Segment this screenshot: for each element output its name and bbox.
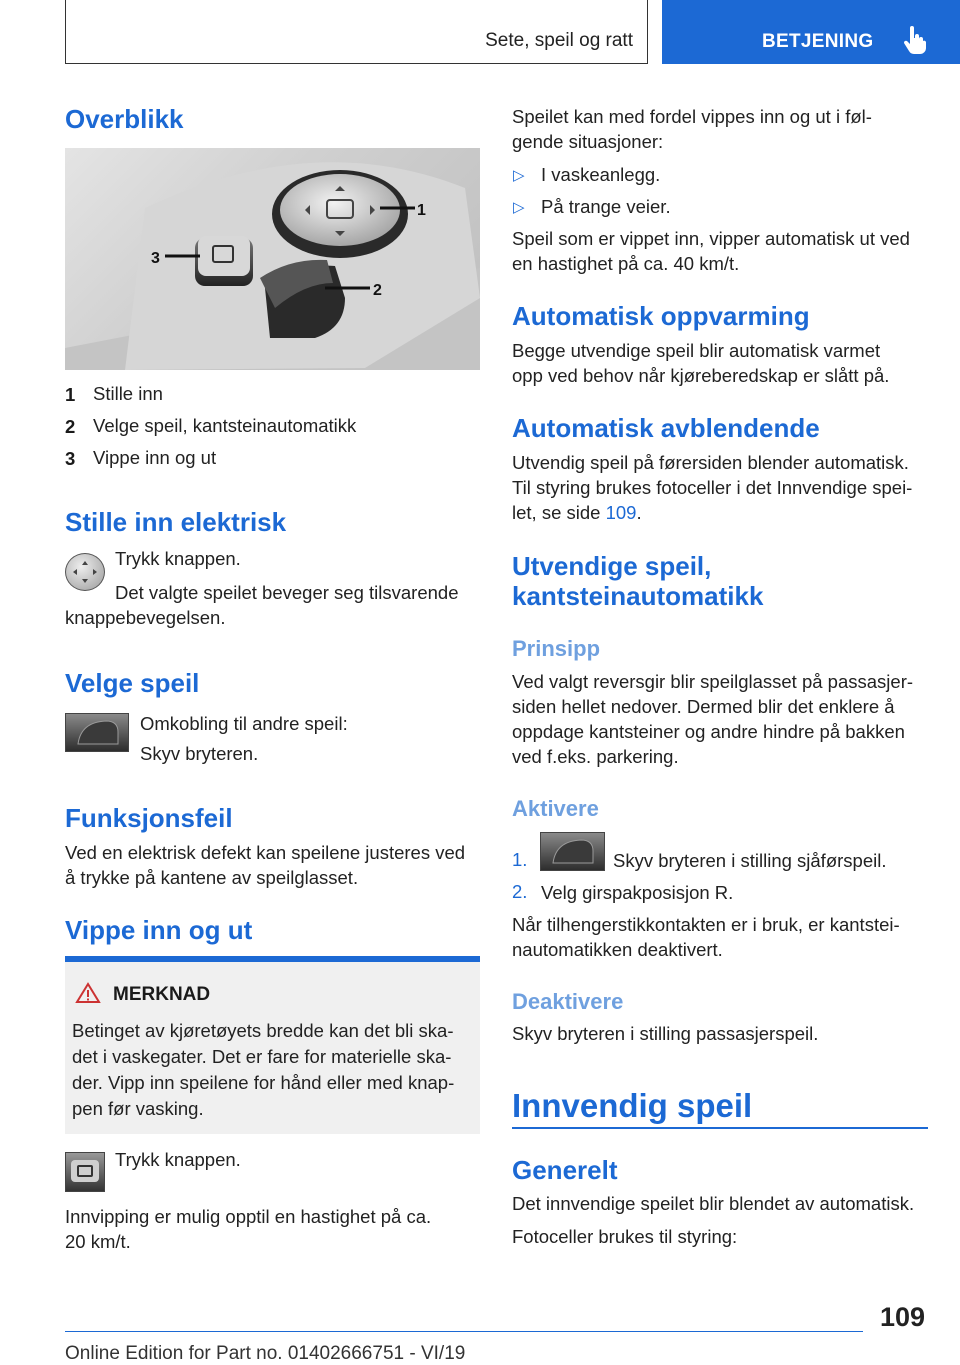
warning-triangle-icon bbox=[75, 982, 101, 1004]
avbl-text-c bbox=[512, 500, 642, 526]
header-chapter-title: BETJENING bbox=[762, 31, 874, 52]
vippe-text-2b: 20 km/t. bbox=[65, 1231, 131, 1252]
prinsipp-line: ved f.eks. parkering. bbox=[512, 746, 679, 767]
oppvarming-text-b: opp ved behov når kjøreberedskap er slått på. bbox=[512, 365, 890, 386]
oppvarming-text-a: Begge utvendige speil blir automatisk varmet bbox=[512, 340, 881, 361]
vippe-text-2a: Innvipping er mulig opptil en hastighet på ca. bbox=[65, 1206, 432, 1227]
generelt-text-2: Fotoceller brukes til styring: bbox=[512, 1226, 738, 1247]
footer-edition: Online Edition for Part no. 01402666751 - VI/19 bbox=[65, 1343, 466, 1364]
notice-line: det i vaskegater. Det er fare for materielle ska- bbox=[72, 1046, 452, 1067]
avbl-text-a: Utvendig speil på førersiden blender automatisk. bbox=[512, 452, 909, 473]
avbl-text-b: Til styring brukes fotoceller i det Innvendige spei- bbox=[512, 477, 913, 498]
vippe-text-1: Trykk knappen. bbox=[115, 1149, 241, 1170]
header-chapter-tab[interactable] bbox=[662, 0, 960, 64]
bullet-item: I vaskeanlegg. bbox=[541, 164, 661, 185]
intro-text-a: Speilet kan med fordel vippes inn og ut i føl- bbox=[512, 106, 872, 127]
heading-stille-inn: Stille inn elektrisk bbox=[65, 507, 287, 537]
deaktivere-text: Skyv bryteren i stilling passasjerspeil. bbox=[512, 1023, 819, 1044]
legend-text: Stille inn bbox=[93, 383, 163, 404]
stille-text-2b: knappebevegelsen. bbox=[65, 607, 226, 628]
fold-button-icon bbox=[65, 1152, 105, 1192]
legend-text: Vippe inn og ut bbox=[93, 447, 217, 468]
heading-overblikk: Overblikk bbox=[65, 104, 184, 134]
prinsipp-line: oppdage kantsteiner og andre hindre på bakken bbox=[512, 721, 905, 742]
heading-funksjonsfeil: Funksjonsfeil bbox=[65, 803, 233, 833]
prinsipp-line: Ved valgt reversgir blir speilglasset på passasjer- bbox=[512, 671, 914, 692]
photo-label-3: 3 bbox=[151, 250, 160, 267]
step-number: 1. bbox=[512, 849, 528, 870]
avbl-text-c-post: . bbox=[636, 502, 642, 523]
heading-oppvarming: Automatisk oppvarming bbox=[512, 301, 810, 331]
hand-pointer-icon bbox=[902, 26, 928, 54]
heading-generelt: Generelt bbox=[512, 1155, 618, 1185]
prinsipp-line: siden hellet nedover. Dermed blir det enklere å bbox=[512, 696, 895, 717]
notice-line: Betinget av kjøretøyets bredde kan det bli ska- bbox=[72, 1020, 454, 1041]
avbl-text-c-pre: let, se side bbox=[512, 502, 606, 523]
mirror-switch-photo bbox=[65, 148, 480, 370]
mirror-switch-illustration bbox=[65, 148, 480, 370]
legend-number: 2 bbox=[65, 416, 76, 437]
legend-text: Velge speil, kantsteinautomatikk bbox=[93, 415, 357, 436]
header-section-box bbox=[65, 0, 648, 64]
funk-text-2: å trykke på kantene av speilglasset. bbox=[65, 867, 359, 888]
step-text: Skyv bryteren i stilling sjåførspeil. bbox=[613, 850, 887, 871]
footer-rule bbox=[65, 1331, 863, 1332]
legend-number: 1 bbox=[65, 384, 76, 405]
stille-text-2a: Det valgte speilet beveger seg tilsvarende bbox=[115, 582, 459, 603]
tilhenger-text-a: Når tilhengerstikkontakten er i bruk, er kantstei- bbox=[512, 914, 900, 935]
auto-ut-text-b: en hastighet på ca. 40 km/t. bbox=[512, 253, 740, 274]
auto-ut-text-a: Speil som er vippet inn, vipper automatisk ut ved bbox=[512, 228, 910, 249]
notice-box bbox=[65, 962, 480, 1134]
page-reference-link[interactable]: 109 bbox=[605, 502, 637, 523]
notice-title: MERKNAD bbox=[113, 984, 211, 1005]
page-number: 109 bbox=[880, 1302, 926, 1332]
heading-rule bbox=[512, 1127, 928, 1129]
heading-avblendende: Automatisk avblendende bbox=[512, 413, 820, 443]
heading-vippe-inn: Vippe inn og ut bbox=[65, 915, 253, 945]
header-section-title: Sete, speil og ratt bbox=[485, 30, 633, 51]
heading-velge-speil: Velge speil bbox=[65, 668, 200, 698]
bullet-item: På trange veier. bbox=[541, 196, 671, 217]
heading-deaktivere: Deaktivere bbox=[512, 989, 624, 1014]
step-number: 2. bbox=[512, 881, 528, 902]
notice-line: der. Vipp inn speilene for hånd eller med knap- bbox=[72, 1072, 455, 1093]
heading-prinsipp: Prinsipp bbox=[512, 636, 601, 661]
selector-switch-icon bbox=[540, 832, 605, 871]
legend-number: 3 bbox=[65, 448, 76, 469]
stille-text-1: Trykk knappen. bbox=[115, 548, 241, 569]
notice-line: pen før vasking. bbox=[72, 1098, 204, 1119]
heading-aktivere: Aktivere bbox=[512, 796, 599, 821]
velge-text-1: Omkobling til andre speil: bbox=[140, 713, 348, 734]
intro-text-b: gende situasjoner: bbox=[512, 131, 664, 152]
heading-innvendig-speil: Innvendig speil bbox=[512, 1087, 753, 1124]
photo-label-1: 1 bbox=[417, 202, 426, 219]
heading-kantstein-a: Utvendige speil, bbox=[512, 551, 712, 581]
bullet-triangle-icon: ▷ bbox=[513, 199, 525, 216]
tilhenger-text-b: nautomatikken deaktivert. bbox=[512, 939, 723, 960]
photo-label-2: 2 bbox=[373, 282, 382, 299]
generelt-text-1: Det innvendige speilet blir blendet av automatisk. bbox=[512, 1193, 915, 1214]
funk-text-1: Ved en elektrisk defekt kan speilene justeres ved bbox=[65, 842, 466, 863]
heading-kantstein-b: kantsteinautomatikk bbox=[512, 581, 764, 611]
step-text: Velg girspakposisjon R. bbox=[541, 882, 734, 903]
selector-switch-icon bbox=[65, 713, 129, 752]
bullet-triangle-icon: ▷ bbox=[513, 167, 525, 184]
adjust-button-icon bbox=[65, 553, 105, 591]
velge-text-2: Skyv bryteren. bbox=[140, 743, 259, 764]
